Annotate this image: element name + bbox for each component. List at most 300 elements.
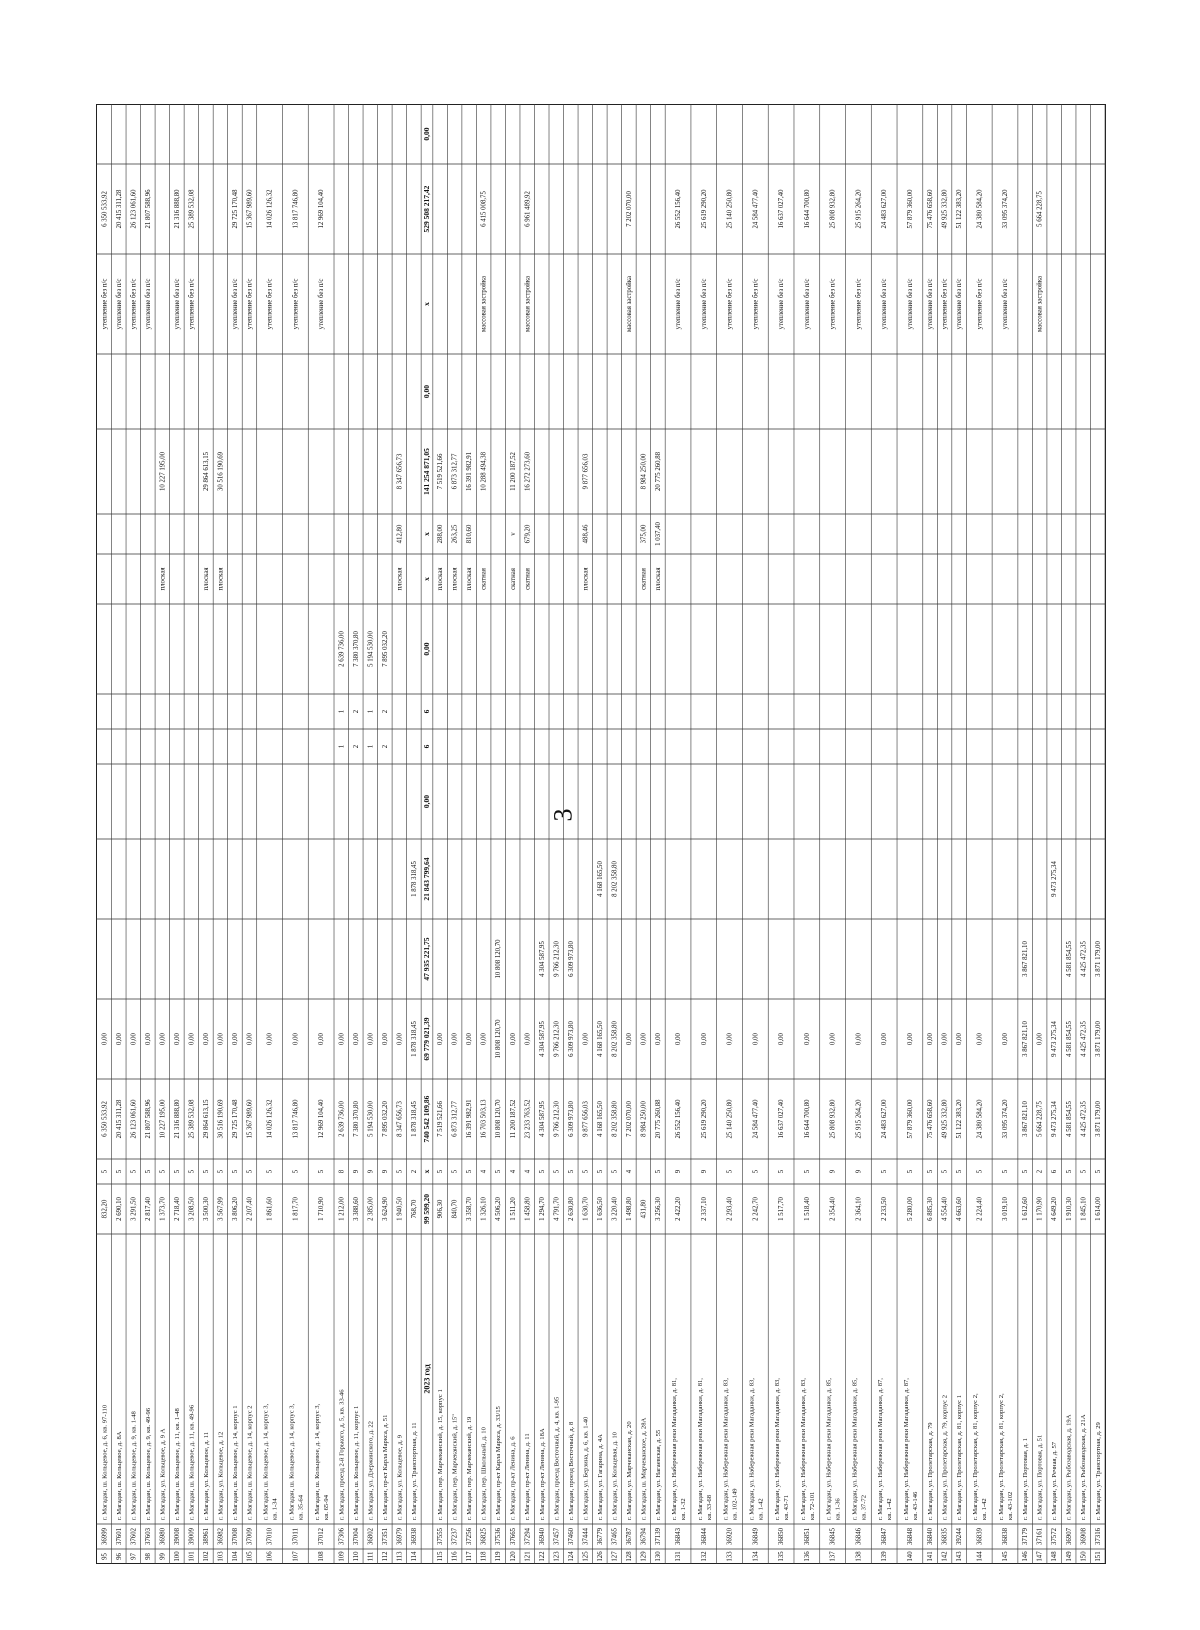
row-fl: 5 — [1065, 1169, 1073, 1174]
row-c3: 4 425 472,35 — [1080, 941, 1088, 977]
row-id: 37460 — [567, 1528, 575, 1545]
row-sum: 20 415 311,28 — [115, 189, 123, 229]
row-fl: 5 — [596, 1169, 604, 1174]
row-id: 36843 — [675, 1528, 683, 1545]
row-n: 110 — [352, 1551, 360, 1562]
row-fl: 5 — [101, 1169, 109, 1174]
row-c2: 0,00 — [778, 1033, 786, 1045]
row-address: г. Магадан, ул. Портовая, д. 1 — [1022, 1438, 1030, 1520]
totals-c4: 21 843 799,64 — [422, 857, 432, 901]
row-area: 2 690,10 — [115, 1197, 123, 1221]
row-area: 3 567,99 — [217, 1197, 225, 1221]
row-c3: 9 766 212,30 — [553, 941, 561, 977]
row-address-cont: кв. 1-32 — [680, 1498, 688, 1520]
row-area: 3 388,60 — [352, 1197, 360, 1221]
row-n: 114 — [410, 1551, 418, 1562]
row-cost: 11 200 187,52 — [509, 1099, 517, 1139]
row-cost: 14 026 126,32 — [266, 1099, 274, 1139]
row-cost: 16 391 982,91 — [466, 1099, 474, 1139]
row-cost: 9 877 656,03 — [582, 1101, 590, 1137]
row-cost: 10 808 120,70 — [495, 1099, 503, 1139]
row-c2: 0,00 — [640, 1033, 648, 1045]
totals-type: x — [422, 302, 432, 306]
row-c2: 0,00 — [1036, 1033, 1044, 1045]
row-c2: 0,00 — [752, 1033, 760, 1045]
row-lifts: 2 — [381, 744, 389, 749]
row-address: г. Магадан, ул. Гагарина, д. 4А — [596, 1434, 604, 1520]
row-roofcost: 29 864 613,15 — [202, 451, 210, 492]
row-type: утепление без п/с — [976, 278, 984, 330]
row-area: 3 019,10 — [1002, 1197, 1010, 1221]
row-cost: 75 476 658,60 — [927, 1099, 935, 1139]
rotated-table — [96, 104, 1106, 1564]
row-address: г. Магадан, ш. Кольцевое, д. 11, корпус 1 — [352, 1405, 360, 1520]
row-type: утепление без п/с — [726, 278, 734, 330]
row-c2: 0,00 — [115, 1033, 123, 1045]
row-address: г. Магадан, ш. Марчеканское, д. 28А — [640, 1417, 648, 1520]
row-n: 109 — [338, 1551, 346, 1562]
row-address: г. Магадан, ул. Набережная реки Магаданки, д. 87, — [877, 1378, 885, 1520]
row-roofcost: 8 984 250,00 — [640, 453, 648, 490]
row-c2: 0,00 — [1002, 1033, 1010, 1045]
row-n: 141 — [927, 1551, 935, 1562]
row-cost: 6 350 533,92 — [101, 1101, 109, 1137]
row-area: 1 910,30 — [1065, 1197, 1073, 1221]
row-c2: 0,00 — [855, 1033, 863, 1045]
row-n: 140 — [906, 1551, 914, 1562]
row-fl: 9 — [855, 1169, 863, 1174]
row-id: 36908 — [1080, 1528, 1088, 1545]
row-fl: 5 — [582, 1169, 590, 1174]
row-id: 37004 — [352, 1528, 360, 1545]
row-n: 134 — [752, 1551, 760, 1562]
table-svg — [96, 104, 1106, 1564]
row-c4: 9 473 275,34 — [1051, 861, 1059, 897]
row-cost: 29 864 613,15 — [202, 1099, 210, 1139]
row-address: г. Магадан, ул. Кольцевая, д. 10 — [611, 1432, 619, 1520]
row-address: г. Магадан, ш. Кольцевое, д. 9, кв. 1-48 — [130, 1411, 138, 1520]
row-area: 768,70 — [410, 1199, 418, 1219]
row-n: 95 — [101, 1553, 109, 1560]
row-type: утепление без п/с — [144, 278, 152, 330]
row-liftcost: 7 895 032,20 — [381, 631, 389, 667]
row-roofarea: v — [509, 532, 517, 536]
row-fl: 5 — [246, 1169, 254, 1174]
row-sum: 14 026 126,32 — [266, 189, 274, 229]
row-cost: 25 140 250,80 — [726, 1099, 734, 1139]
row-area: 4 649,20 — [1051, 1197, 1059, 1221]
row-address-cont: кв. 1-42 — [981, 1498, 989, 1520]
totals-sum: 529 508 217,42 — [422, 185, 432, 233]
totals-c3: 47 935 221,75 — [422, 937, 432, 981]
row-roof: плоская — [217, 567, 225, 591]
row-address: г. Магадан, ул. Речная, д. 57 — [1051, 1441, 1059, 1520]
row-c2: 0,00 — [173, 1033, 181, 1045]
row-area: 1 458,80 — [524, 1197, 532, 1221]
row-n: 115 — [437, 1551, 445, 1562]
row-c2: 9 766 212,30 — [553, 1021, 561, 1057]
row-id: 36839 — [976, 1528, 984, 1545]
row-address: г. Магадан, ул. Набережная реки Магаданки, д. 85, — [851, 1378, 859, 1520]
row-area: 1 518,40 — [803, 1197, 811, 1221]
row-id: 36845 — [829, 1528, 837, 1545]
row-area: 3 256,30 — [654, 1197, 662, 1221]
row-fl: 5 — [611, 1169, 619, 1174]
row-sum: 16 637 027,40 — [778, 189, 786, 229]
row-n: 130 — [654, 1551, 662, 1562]
row-fl: 5 — [202, 1169, 210, 1174]
row-id: 37161 — [1036, 1528, 1044, 1545]
row-n: 101 — [188, 1551, 196, 1562]
row-address: г. Магадан, ул. Набережная реки Магаданки, д. 83, — [722, 1378, 730, 1520]
row-address-cont: кв. 1-36 — [834, 1498, 842, 1520]
row-id: 37444 — [582, 1528, 590, 1545]
row-roof: скатная — [640, 568, 648, 590]
row-address: г. Магадан, ул. Кольцевое, д. 12 — [217, 1431, 225, 1520]
row-c2: 0,00 — [367, 1033, 375, 1045]
row-area: 3 500,30 — [202, 1197, 210, 1221]
row-area: 3 806,20 — [232, 1197, 240, 1221]
row-n: 146 — [1022, 1551, 1030, 1562]
row-n: 133 — [726, 1551, 734, 1562]
row-n: 111 — [367, 1551, 375, 1562]
row-id: 37316 — [1094, 1528, 1102, 1545]
row-roofcost: 30 516 190,69 — [217, 451, 225, 492]
row-n: 144 — [976, 1551, 984, 1562]
row-id: 37457 — [553, 1528, 561, 1545]
row-fl: 5 — [1094, 1169, 1102, 1174]
row-c2: 0,00 — [159, 1033, 167, 1045]
row-id: 36825 — [480, 1528, 488, 1545]
row-sum: 15 367 989,60 — [246, 189, 254, 229]
row-address: г. Магадан, пер. Марчеканский, д. 19 — [466, 1416, 474, 1520]
row-c2: 0,00 — [292, 1033, 300, 1045]
row-area: 2 233,50 — [881, 1197, 889, 1221]
row-id: 36848 — [906, 1528, 914, 1545]
row-address: г. Магадан, пр-кт Ленина, д. 11 — [524, 1433, 532, 1520]
row-c2: 4 304 587,95 — [538, 1021, 546, 1057]
row-roofcost: 16 272 273,60 — [524, 451, 532, 492]
row-type: утепление без п/с — [855, 278, 863, 330]
row-roof: плоская — [159, 567, 167, 591]
row-type: утепление без п/с — [956, 278, 964, 330]
row-area: 1 612,60 — [1022, 1197, 1030, 1221]
row-id: 37536 — [495, 1528, 503, 1545]
row-area: 1 212,00 — [338, 1197, 346, 1221]
row-type: массовая застройка — [625, 275, 633, 333]
row-fl: 5 — [752, 1169, 760, 1174]
row-sum: 24 483 627,00 — [881, 189, 889, 229]
row-lifts2: 1 — [367, 709, 375, 714]
row-address: г. Магадан, ш. Кольцевое, д. 14, корпус 2 — [246, 1405, 254, 1520]
row-address: г. Магадан, ул. Набережная реки Магаданки, д. 81, — [696, 1378, 704, 1520]
totals-roofarea: x — [422, 532, 432, 536]
row-fl: 5 — [567, 1169, 575, 1174]
row-type: утепление без п/с — [752, 278, 760, 330]
row-id: 37139 — [654, 1528, 662, 1545]
row-n: 107 — [292, 1551, 300, 1562]
row-n: 98 — [144, 1553, 152, 1560]
row-roofcost: 20 775 260,88 — [654, 451, 662, 492]
row-id: 36982 — [217, 1528, 225, 1545]
row-cost: 9 473 275,34 — [1051, 1101, 1059, 1137]
row-sum: 24 380 584,20 — [976, 189, 984, 229]
row-area: 2 422,20 — [675, 1197, 683, 1221]
row-address: г. Магадан, пр-кт Ленина, д. 6 — [509, 1436, 517, 1520]
totals-area: 99 599,20 — [422, 1194, 432, 1224]
row-cost: 24 584 477,40 — [752, 1099, 760, 1139]
row-c2: 0,00 — [188, 1033, 196, 1045]
row-cost: 3 871 179,00 — [1094, 1101, 1102, 1137]
row-address: г. Магадан, ул. Набережная реки Магаданки, д. 83, — [774, 1378, 782, 1520]
row-address: г. Магадан, ш. Кольцевое, д. 9, кв. 49-96 — [144, 1407, 152, 1520]
row-roofarea: 679,20 — [524, 524, 532, 544]
row-id: 36787 — [625, 1528, 633, 1545]
row-fl: 5 — [437, 1169, 445, 1174]
row-sum: 6 350 533,92 — [101, 191, 109, 227]
row-sum: 25 389 532,08 — [188, 189, 196, 229]
row-type: утепление без п/с — [188, 278, 196, 330]
row-n: 147 — [1036, 1551, 1044, 1562]
row-c2: 0,00 — [466, 1033, 474, 1045]
row-id: 39008 — [173, 1528, 181, 1545]
row-address: г. Магадан, пр-кт Карла Маркса, д. 33/15 — [495, 1406, 503, 1520]
row-n: 123 — [553, 1551, 561, 1562]
row-address-cont: кв. 37-72 — [860, 1495, 868, 1520]
row-id: 37306 — [338, 1528, 346, 1545]
row-cost: 51 122 383,20 — [956, 1099, 964, 1139]
row-fl: 5 — [466, 1169, 474, 1174]
row-type: утепление без п/с — [232, 278, 240, 330]
row-id: 36938 — [410, 1528, 418, 1545]
row-c2: 3 871 179,00 — [1094, 1021, 1102, 1057]
row-type: утепление без п/с — [881, 278, 889, 330]
row-id: 37179 — [1022, 1528, 1030, 1545]
row-n: 119 — [495, 1551, 503, 1562]
row-area: 2 630,80 — [567, 1197, 575, 1221]
row-cost: 24 483 627,00 — [881, 1099, 889, 1139]
row-fl: 5 — [538, 1169, 546, 1174]
row-id: 37603 — [144, 1528, 152, 1545]
row-sum: 16 644 700,80 — [803, 189, 811, 229]
row-address-cont: кв. 102-149 — [731, 1488, 739, 1520]
row-cost: 3 867 821,10 — [1022, 1101, 1030, 1137]
row-cost: 20 415 311,28 — [115, 1099, 123, 1139]
row-address: г. Магадан, ул. Нагаевская, д. 55 — [654, 1429, 662, 1520]
row-fl: 2 — [1036, 1169, 1044, 1174]
row-area: 4 554,40 — [941, 1197, 949, 1221]
totals-c9: 0,00 — [422, 384, 432, 399]
row-address: г. Магадан, ул. Портовая, д. 51 — [1036, 1434, 1044, 1520]
row-sum: 6 415 008,75 — [480, 191, 488, 227]
row-id: 36794 — [640, 1528, 648, 1545]
row-cost: 25 915 264,20 — [855, 1099, 863, 1139]
row-type: утепление без п/с — [130, 278, 138, 330]
row-type: утепление без п/с — [927, 278, 935, 330]
row-c3: 6 309 973,80 — [567, 941, 575, 977]
row-fl: 9 — [829, 1169, 837, 1174]
row-cost: 13 817 746,80 — [292, 1099, 300, 1139]
row-area: 906,30 — [437, 1199, 445, 1219]
row-c2: 0,00 — [232, 1033, 240, 1045]
row-id: 37009 — [246, 1528, 254, 1545]
row-liftcost: 7 380 370,80 — [352, 631, 360, 667]
row-c2: 0,00 — [437, 1033, 445, 1045]
row-fl: 5 — [726, 1169, 734, 1174]
row-c2: 0,00 — [509, 1033, 517, 1045]
row-area: 2 207,40 — [246, 1197, 254, 1221]
row-area: 1 498,80 — [625, 1197, 633, 1221]
row-cost: 9 766 212,30 — [553, 1101, 561, 1137]
row-sum: 6 961 489,92 — [524, 191, 532, 227]
row-cost: 16 703 503,13 — [480, 1099, 488, 1139]
row-sum: 49 925 332,80 — [941, 189, 949, 229]
row-area: 3 624,90 — [381, 1197, 389, 1221]
row-n: 148 — [1051, 1551, 1059, 1562]
row-address: г. Магадан, ш. Кольцевое, д. 11, кв. 1-48 — [173, 1408, 181, 1520]
row-area: 6 885,30 — [927, 1197, 935, 1221]
section-header: 2023 год — [422, 1364, 432, 1394]
row-type: утепление без п/с — [318, 278, 326, 330]
row-address: г. Магадан, ул. Набережная реки Магаданки, д. 85, — [825, 1378, 833, 1520]
row-c2: 0,00 — [381, 1033, 389, 1045]
row-type: утепление без п/с — [778, 278, 786, 330]
row-roof: плоская — [437, 567, 445, 591]
row-cost: 5 194 530,00 — [367, 1101, 375, 1137]
row-c2: 0,00 — [829, 1033, 837, 1045]
row-lifts2: 2 — [352, 709, 360, 714]
row-fl: 5 — [451, 1169, 459, 1174]
row-id: 37601 — [115, 1528, 123, 1545]
row-c2: 9 473 275,34 — [1051, 1021, 1059, 1057]
totals-roofcost: 141 254 871,05 — [422, 448, 432, 495]
row-roofcost: 11 200 187,52 — [509, 452, 517, 491]
row-id: 38961 — [202, 1528, 210, 1545]
row-fl: 5 — [654, 1169, 662, 1174]
row-roofcost: 16 391 982,91 — [466, 451, 474, 492]
row-n: 132 — [700, 1551, 708, 1562]
row-c2: 4 581 854,55 — [1065, 1021, 1073, 1057]
row-address: г. Магадан, ш. Кольцевое, д. 8А — [115, 1431, 123, 1520]
row-id: 36844 — [700, 1528, 708, 1545]
row-cost: 8 202 358,80 — [611, 1101, 619, 1137]
row-sum: 33 095 374,20 — [1002, 189, 1010, 229]
row-address: г. Магадан, ул. Кольцевое, д. 11 — [202, 1431, 210, 1520]
totals-end: 0,00 — [422, 127, 432, 141]
row-n: 97 — [130, 1553, 138, 1560]
row-cost: 6 309 973,80 — [567, 1101, 575, 1137]
row-address: г. Магадан, ул. Транспортная, д. 11 — [410, 1422, 418, 1520]
row-fl: 5 — [1022, 1169, 1030, 1174]
row-address: г. Магадан, ш. Кольцевое, д. 14, корпус 3, — [262, 1403, 270, 1520]
row-cost: 4 581 854,55 — [1065, 1101, 1073, 1137]
row-n: 116 — [451, 1551, 459, 1562]
row-cost: 12 969 104,40 — [318, 1099, 326, 1139]
row-c3: 10 808 120,70 — [495, 939, 503, 979]
row-area: 4 791,70 — [553, 1197, 561, 1221]
row-id: 36838 — [1002, 1528, 1010, 1545]
row-c2: 0,00 — [480, 1033, 488, 1045]
row-fl: 5 — [495, 1169, 503, 1174]
row-c2: 0,00 — [675, 1033, 683, 1045]
row-area: 1 326,10 — [480, 1197, 488, 1221]
row-n: 99 — [159, 1553, 167, 1560]
row-area: 2 364,10 — [855, 1197, 863, 1221]
row-n: 117 — [466, 1551, 474, 1562]
row-n: 121 — [524, 1551, 532, 1562]
row-roofarea: 1 037,40 — [654, 522, 662, 546]
row-area: 5 280,00 — [906, 1197, 914, 1221]
row-c2: 0,00 — [396, 1033, 404, 1045]
row-id: 37237 — [451, 1528, 459, 1545]
totals-c2: 69 779 021,39 — [422, 1017, 432, 1061]
row-id: 37011 — [292, 1528, 300, 1545]
row-id: 37294 — [524, 1528, 532, 1545]
row-c2: 0,00 — [927, 1033, 935, 1045]
row-n: 131 — [675, 1551, 683, 1562]
row-cost: 15 367 989,60 — [246, 1099, 254, 1139]
row-address: г. Магадан, ш. Кольцевое, д. 14, корпус 3, — [314, 1403, 322, 1520]
row-n: 96 — [115, 1553, 123, 1560]
row-n: 135 — [778, 1551, 786, 1562]
row-cost: 25 619 290,20 — [700, 1099, 708, 1139]
row-cost: 23 233 763,52 — [524, 1099, 532, 1139]
row-fl: 4 — [480, 1169, 488, 1174]
row-cost: 2 639 736,00 — [338, 1101, 346, 1137]
row-cost: 16 637 027,40 — [778, 1099, 786, 1139]
row-address: г. Магадан, ул. Пролетарская, д. 81, корпус 2, — [998, 1393, 1006, 1520]
row-type: утепление без п/с — [246, 278, 254, 330]
row-n: 150 — [1080, 1551, 1088, 1562]
row-type: утепление без п/с — [906, 278, 914, 330]
row-id: 36940 — [538, 1528, 546, 1545]
row-area: 2 385,00 — [367, 1197, 375, 1221]
row-sum: 51 122 383,20 — [956, 189, 964, 229]
row-address: г. Магадан, ш. Кольцевое, д. 14, корпус 1 — [231, 1405, 239, 1520]
row-cost: 6 873 312,77 — [451, 1101, 459, 1137]
row-id: 36846 — [855, 1528, 863, 1545]
row-address-cont: кв. 1-42 — [886, 1498, 894, 1520]
row-fl: 5 — [906, 1169, 914, 1174]
row-fl: 5 — [396, 1169, 404, 1174]
row-c2: 0,00 — [352, 1033, 360, 1045]
row-type: массовая застройка — [480, 275, 488, 333]
totals-c5: 0,00 — [422, 794, 432, 809]
totals-cost: 740 542 109,86 — [422, 1095, 432, 1143]
row-c2: 3 867 821,10 — [1022, 1021, 1030, 1057]
row-cost: 21 316 888,80 — [173, 1099, 181, 1139]
row-n: 149 — [1065, 1551, 1073, 1562]
row-area: 1 630,70 — [582, 1197, 590, 1221]
row-c2: 8 202 358,80 — [611, 1021, 619, 1057]
row-fl: 9 — [700, 1169, 708, 1174]
row-id: 37351 — [381, 1528, 389, 1545]
row-id: 39244 — [956, 1528, 964, 1545]
row-roofcost: 8 347 656,73 — [396, 453, 404, 490]
row-id: 36849 — [752, 1528, 760, 1545]
row-area: 1 636,50 — [596, 1197, 604, 1221]
row-sum: 25 915 264,20 — [855, 189, 863, 229]
row-address: г. Магадан, ул. Пролетарская, д. 79 — [927, 1422, 935, 1520]
row-roof: плоская — [582, 567, 590, 591]
row-fl: 5 — [266, 1169, 274, 1174]
row-fl: 5 — [1080, 1169, 1088, 1174]
row-cost: 5 664 228,75 — [1036, 1101, 1044, 1137]
row-address-cont: кв. 43-102 — [1007, 1491, 1015, 1520]
row-cost: 26 552 156,40 — [675, 1099, 683, 1139]
row-roof: скатная — [480, 568, 488, 590]
row-id: 36920 — [726, 1528, 734, 1545]
